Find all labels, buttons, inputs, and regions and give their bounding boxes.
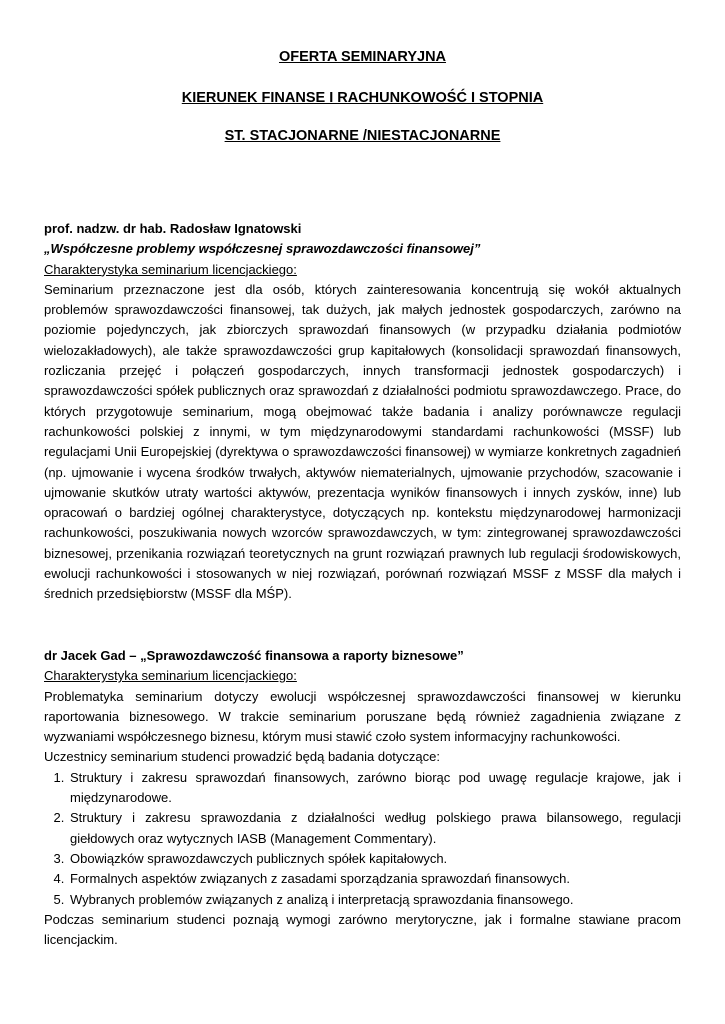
seminar-2-closing: Podczas seminarium studenci poznają wymogi zarówno merytoryczne, jak i formalne stawiane pracom licencjackim. xyxy=(44,911,681,948)
offer-title: OFERTA SEMINARYJNA xyxy=(278,49,447,65)
seminar-1-section xyxy=(44,219,681,605)
list-item: 5. Wybranych problemów związanych z analizą i interpretacją sprawozdania finansowego. xyxy=(68,890,681,910)
list-item: 4. Formalnych aspektów związanych z zasadami sporządzania sprawozdań finansowych. xyxy=(68,869,681,889)
seminar-2-intro: Problematyka seminarium dotyczy ewolucji współczesnej sprawozdawczości finansowej w kierunku raportowania biznesowego. W trakcie seminarium poruszane będą również zagadnienia związane z wyzwaniami współczesnego biznesu, którym musi stawić czoło system informacyjny rachunkowości. xyxy=(44,688,681,745)
seminar-2-section xyxy=(44,646,681,950)
list-item: 3. Obowiązków sprawozdawczych publicznych spółek kapitałowych. xyxy=(68,849,681,869)
seminar-1-description: Seminarium przeznaczone jest dla osób, których zainteresowania koncentrują się wokół aktualnych problemów sprawozdawczości finansowej, tak dużych, jak małych jednostek gospodarczych, zarówno na poziomie pojedynczych, jak zbiorczych sprawozdań finansowych (w przypadku działania podmiotów wielozakładowych), ale także sprawozdawczości grup kapitałowych (konsolidacji sprawozdań finansowych, rozliczania przejęć i połączeń gospodarczych, innych transformacji jednostek gospodarczych) i sprawozdawczości spółek publicznych oraz sprawozdań z działalności podmiotu sprawozdawczego. Prace, do których przygotowuje seminarium, mogą obejmować także badania i analizy porównawcze regulacji rachunkowości polskiej z innymi, w tym międzynarodowymi standardami rachunkowości (MSSF) lub regulacjami Unii Europejskiej (dyrektywa o sprawozdawczości finansowej) w wymiarze konkretnych zagadnień (np. ujmowanie i wycena środków trwałych, aktywów niematerialnych, ujmowanie przychodów, szacowanie i ujmowanie skutków utraty wartości aktywów, prezentacja wyników finansowych i innych zysków, inne) lub opracowań o bardziej ogólnej charakterystyce, dotyczących np. kontekstu międzynarodowej harmonizacji rachunkowości, poszukiwania nowych wzorców sprawozdawczych, w tym: zintegrowanej sprawozdawczości biznesowej, przenikania rozwiązań teoretycznych na grunt rozwiązań prawnych lub regulacji środowiskowych, ewolucji rachunkowości i stosowanych w niej rozwiązań, porównań rozwiązań MSSF z MSSF dla małych i średnich przedsiębiorstw (MSSF dla MŚP). xyxy=(44,281,681,602)
seminar-1-title: „Współczesne problemy współczesnej sprawozdawczości finansowej” xyxy=(44,241,481,257)
list-item: 1. Struktury i zakresu sprawozdań finansowych, zarówno biorąc pod uwagę regulacje krajowe, jak i międzynarodowe. xyxy=(68,768,681,809)
seminar-1-label: Charakterystyka seminarium licencjackiego: xyxy=(44,261,297,277)
seminar-2-heading: dr Jacek Gad – „Sprawozdawczość finansowa a raporty biznesowe” xyxy=(44,648,464,663)
seminar-2-label: Charakterystyka seminarium licencjackiego: xyxy=(44,668,297,684)
study-mode-title: ST. STACJONARNE /NIESTACJONARNE xyxy=(224,128,501,144)
research-topics-list xyxy=(44,768,681,910)
list-item: 2. Struktury i zakresu sprawozdania z działalności według polskiego prawa bilansowego, regulacji giełdowych oraz wytycznych IASB (Management Commentary). xyxy=(68,808,681,849)
seminar-1-author: prof. nadzw. dr hab. Radosław Ignatowski xyxy=(44,221,302,236)
field-of-study-title: KIERUNEK FINANSE I RACHUNKOWOŚĆ I STOPNIA xyxy=(181,90,544,106)
seminar-2-lead: Uczestnicy seminarium studenci prowadzić będą badania dotyczące: xyxy=(44,749,440,765)
